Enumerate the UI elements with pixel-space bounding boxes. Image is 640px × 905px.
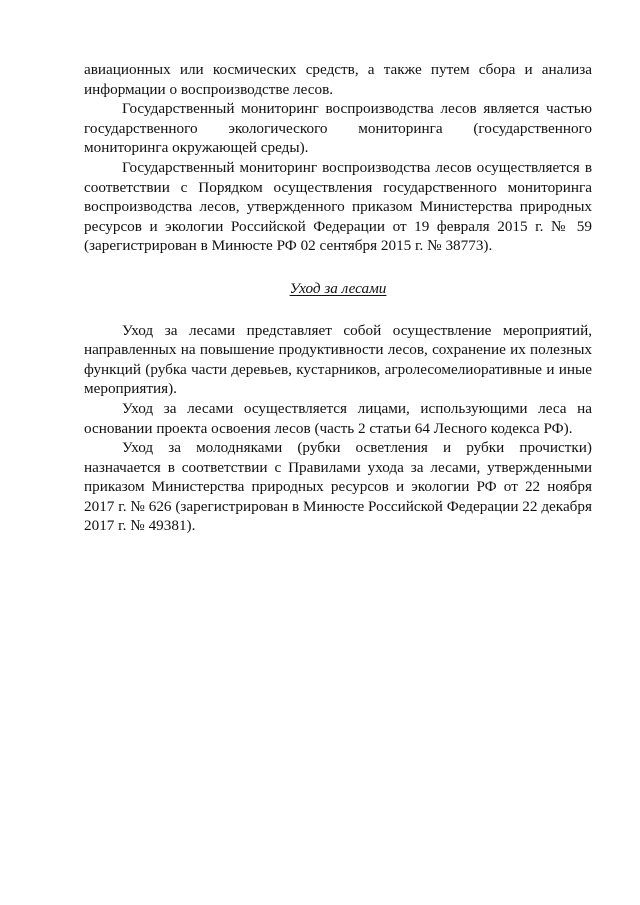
section-heading: Уход за лесами [289,279,387,297]
document-body [84,60,592,536]
paragraph-forest-care-responsible: Уход за лесами осуществляется лицами, использующими леса на основании проекта освоения лесов (часть 2 статьи 64 Лесного кодекса РФ). [84,399,592,437]
paragraph-continuation: авиационных или космических средств, а также путем сбора и анализа информации о воспроизводстве лесов. [84,61,592,98]
paragraph-monitoring-procedure: Государственный мониторинг воспроизводства лесов осуществляется в соответствии с Порядком осуществления государственного мониторинга воспроизводства лесов, утвержденного приказом Министерства природных ресурсов и экологии Российской Федерации от 19 февраля 2015 г. № 59 (зарегистрирован в Минюсте РФ 02 сентября 2015 г. № 38773). [84,158,592,255]
paragraph-young-forest-care: Уход за молодняками (рубки осветления и рубки прочистки) назначается в соответствии с Правилами ухода за лесами, утвержденными приказом Министерства природных ресурсов и экологии РФ от 22 ноября 2017 г. № 626 (зарегистрирован в Минюсте Российской Федерации 22 декабря 2017 г. № 49381). [84,439,592,535]
paragraph-forest-care-definition: Уход за лесами представляет собой осуществление мероприятий, направленных на повышение продуктивности лесов, сохранение их полезных функций (рубка части деревьев, кустарников, агролесомелиоративные и иные мероприятия). [84,321,592,398]
paragraph-monitoring-part: Государственный мониторинг воспроизводства лесов является частью государственного экологического мониторинга (государственного мониторинга окружающей среды). [84,100,592,157]
